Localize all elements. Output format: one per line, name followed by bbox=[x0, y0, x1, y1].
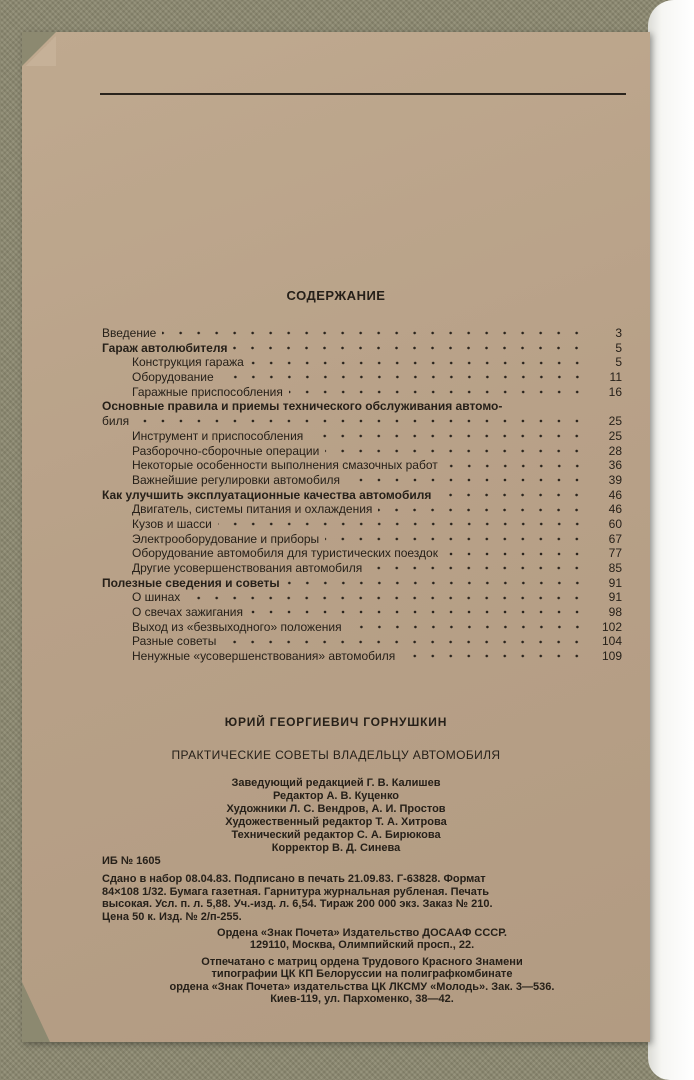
toc-leader-dots bbox=[309, 430, 586, 442]
toc-entry-page: 60 bbox=[608, 516, 622, 531]
toc-entry-title: Полезные сведения и советы bbox=[102, 575, 280, 590]
toc-entry bbox=[102, 355, 622, 370]
printer-line: типографии ЦК КП Белоруссии на полиграфкомбинате bbox=[211, 968, 513, 981]
toc-entry bbox=[102, 649, 622, 664]
toc-entry bbox=[102, 634, 622, 649]
toc-entry-page: 46 bbox=[608, 487, 622, 502]
toc-entry bbox=[102, 561, 622, 576]
toc-entry-title: Оборудование bbox=[132, 370, 214, 385]
ib-number: ИБ № 1605 bbox=[102, 855, 161, 867]
imprint-block bbox=[102, 855, 622, 1005]
toc-entry-page: 98 bbox=[608, 605, 622, 620]
toc-entry-title: Разные советы bbox=[132, 634, 217, 649]
toc-entry bbox=[102, 605, 622, 620]
toc-entry bbox=[102, 620, 622, 635]
printer-line: Киев-119, ул. Пархоменко, 38—42. bbox=[270, 993, 454, 1006]
toc-entry-title: Как улучшить эксплуатационные качества автомобиля bbox=[102, 487, 432, 502]
toc-entry-page: 3 bbox=[615, 326, 622, 340]
toc-leader-dots bbox=[250, 357, 586, 369]
toc-leader-dots bbox=[325, 533, 586, 545]
toc-entry bbox=[102, 576, 622, 591]
toc-entry-page: 109 bbox=[601, 649, 622, 664]
imprint-line: Цена 50 к. Изд. № 2/п-255. bbox=[102, 910, 242, 923]
toc-entry-page: 11 bbox=[609, 370, 622, 385]
toc-entry bbox=[102, 532, 622, 547]
toc-entry bbox=[102, 517, 622, 532]
toc-entry-title: Электрооборудование и приборы bbox=[132, 531, 320, 546]
toc-entry-title: биля bbox=[102, 414, 130, 429]
staff-line: Художественный редактор Т. А. Хитрова bbox=[225, 816, 447, 828]
toc-leader-dots bbox=[378, 504, 586, 516]
print-details bbox=[102, 873, 622, 923]
staff-line: Художники Л. С. Вендров, А. И. Простов bbox=[226, 803, 446, 815]
toc-leader-dots bbox=[325, 445, 586, 457]
toc-entry-title: Другие усовершенствования автомобиля bbox=[132, 561, 363, 575]
toc-entry-title: Кузов и шасси bbox=[132, 516, 212, 531]
toc-entry-title: О свечах зажигания bbox=[132, 605, 243, 620]
toc-entry-title: Гараж автолюбителя bbox=[102, 340, 228, 355]
toc-leader-dots bbox=[444, 460, 586, 472]
adjacent-white-sheet bbox=[648, 0, 694, 1080]
top-rule bbox=[100, 93, 626, 95]
toc-leader-dots bbox=[368, 562, 586, 574]
toc-entry-title: О шинах bbox=[132, 590, 181, 605]
toc-entry bbox=[102, 429, 622, 444]
toc-entry-page: 28 bbox=[608, 443, 622, 458]
toc-entry-page: 5 bbox=[615, 355, 622, 370]
toc-entry-page: 91 bbox=[608, 575, 622, 590]
toc-leader-dots bbox=[249, 606, 586, 618]
toc-entry bbox=[102, 370, 622, 385]
toc-entry-title: Основные правила и приемы технического обслуживания автомо- bbox=[102, 399, 503, 414]
toc-entry bbox=[102, 385, 622, 400]
toc-leader-dots bbox=[186, 592, 586, 604]
toc-entry-title: Оборудование автомобиля для туристических поездок bbox=[132, 546, 438, 561]
toc-entry-title: Некоторые особенности выполнения смазочных работ bbox=[132, 458, 438, 473]
toc-leader-dots bbox=[220, 371, 586, 383]
book-page bbox=[22, 32, 650, 1042]
publisher-info bbox=[102, 927, 622, 952]
toc-entry-page: 36 bbox=[608, 458, 622, 473]
toc-entry-title: Гаражные приспособления bbox=[132, 384, 283, 399]
toc-entry-page: 102 bbox=[601, 619, 622, 634]
author-name: ЮРИЙ ГЕОРГИЕВИЧ ГОРНУШКИН bbox=[224, 715, 448, 729]
printer-line: Отпечатано с матриц ордена Трудового Красного Знамени bbox=[201, 955, 523, 968]
toc-entry-title: Разборочно-сборочные операции bbox=[132, 443, 320, 458]
toc-leader-dots bbox=[437, 489, 586, 501]
toc-entry-title: Введение bbox=[102, 326, 157, 340]
toc-entry bbox=[102, 399, 622, 414]
toc-leader-dots bbox=[444, 548, 586, 560]
toc-leader-dots bbox=[401, 650, 586, 662]
toc-entry-page: 46 bbox=[608, 502, 622, 517]
staff-line: Корректор В. Д. Синева bbox=[271, 842, 401, 854]
printer-line: ордена «Знак Почета» издательства ЦК ЛКСМУ «Молодь». Зак. 3—536. bbox=[169, 980, 555, 993]
toc-entry bbox=[102, 473, 622, 488]
toc-entry-title: Выход из «безвыходного» положения bbox=[132, 619, 342, 634]
toc-entry-title: Двигатель, системы питания и охлаждения bbox=[132, 502, 373, 517]
page-corner-fold bbox=[26, 36, 56, 66]
toc-leader-dots bbox=[218, 518, 586, 530]
publisher-line: Ордена «Знак Почета» Издательство ДОСААФ СССР. bbox=[217, 927, 507, 940]
imprint-line: Сдано в набор 08.04.83. Подписано в печать 21.09.83. Г-63828. Формат bbox=[102, 873, 486, 886]
imprint-line: 84×108 1/32. Бумага газетная. Гарнитура журнальная рубленая. Печать bbox=[102, 885, 489, 898]
toc-leader-dots bbox=[162, 327, 586, 339]
staff-line: Заведующий редакцией Г. В. Калишев bbox=[231, 777, 441, 789]
toc-entry-page: 25 bbox=[608, 414, 622, 429]
toc-title: СОДЕРЖАНИЕ bbox=[286, 288, 386, 303]
toc-entry bbox=[102, 502, 622, 517]
editorial-staff bbox=[22, 777, 650, 855]
toc-leader-dots bbox=[233, 342, 586, 354]
staff-line: Редактор А. В. Куценко bbox=[272, 790, 400, 802]
toc-entry-page: 67 bbox=[608, 531, 622, 546]
toc-entry bbox=[102, 414, 622, 429]
toc-entry-page: 16 bbox=[608, 384, 622, 399]
imprint-line: высокая. Усл. п. л. 5,88. Уч.-изд. л. 6,54. Тираж 200 000 экз. Заказ № 210. bbox=[102, 898, 493, 911]
toc-leader-dots bbox=[222, 636, 586, 648]
table-of-contents bbox=[102, 326, 622, 664]
page-corner-bottom-left bbox=[22, 982, 50, 1042]
toc-entry bbox=[102, 458, 622, 473]
toc-leader-dots bbox=[289, 386, 586, 398]
toc-leader-dots bbox=[135, 415, 586, 427]
toc-entry-page: 91 bbox=[608, 590, 622, 605]
toc-leader-dots bbox=[286, 577, 586, 589]
staff-line: Технический редактор С. А. Бирюкова bbox=[231, 829, 441, 841]
toc-entry-page: 77 bbox=[608, 546, 622, 561]
toc-entry-title: Конструкция гаража bbox=[132, 355, 244, 370]
toc-leader-dots bbox=[348, 621, 586, 633]
publisher-line: 129110, Москва, Олимпийский просп., 22. bbox=[249, 939, 475, 952]
book-title: ПРАКТИЧЕСКИЕ СОВЕТЫ ВЛАДЕЛЬЦУ АВТОМОБИЛЯ bbox=[171, 748, 501, 762]
toc-entry-page: 25 bbox=[608, 428, 622, 443]
toc-entry-page: 85 bbox=[608, 561, 622, 575]
toc-entry-page: 39 bbox=[608, 472, 622, 487]
toc-entry bbox=[102, 590, 622, 605]
toc-entry-title: Ненужные «усовершенствования» автомобиля bbox=[132, 649, 396, 664]
toc-entry-title: Инструмент и приспособления bbox=[132, 428, 304, 443]
toc-entry bbox=[102, 488, 622, 503]
toc-entry-title: Важнейшие регулировки автомобиля bbox=[132, 472, 341, 487]
toc-leader-dots bbox=[346, 474, 586, 486]
toc-entry bbox=[102, 341, 622, 356]
toc-entry bbox=[102, 546, 622, 561]
printer-info bbox=[102, 956, 622, 1006]
toc-entry-page: 104 bbox=[601, 634, 622, 649]
toc-entry bbox=[102, 444, 622, 459]
toc-entry bbox=[102, 326, 622, 341]
toc-entry-page: 5 bbox=[615, 340, 622, 355]
